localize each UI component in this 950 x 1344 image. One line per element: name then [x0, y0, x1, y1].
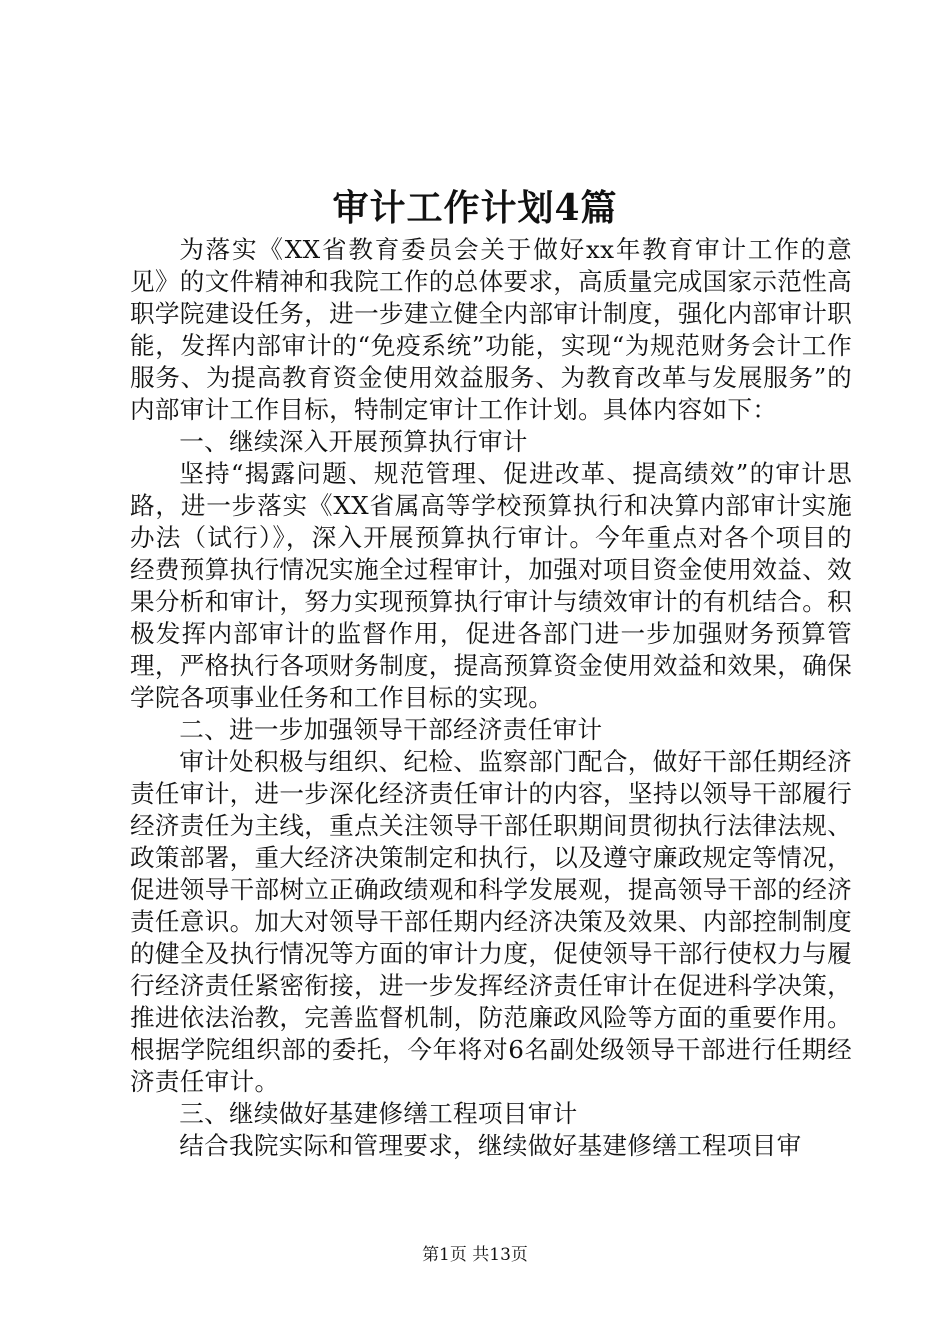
- paragraph-intro: 为落实《XX省教育委员会关于做好xx年教育审计工作的意见》的文件精神和我院工作的总体要求，高质量完成国家示范性高职学院建设任务，进一步建立健全内部审计制度，强化内部审计职能，发挥内部审计的“免疫系统”功能，实现“为规范财务会计工作服务、为提高教育资金使用效益服务、为教育改革与发展服务”的内部审计工作目标，特制定审计工作计划。具体内容如下：: [130, 235, 852, 424]
- section-heading-3: 三、继续做好基建修缮工程项目审计: [179, 1099, 578, 1128]
- paragraph-construction-audit: 结合我院实际和管理要求，继续做好基建修缮工程项目审: [179, 1131, 802, 1160]
- document-title: 审计工作计划4篇: [332, 187, 618, 229]
- paragraph-economic-responsibility: 审计处积极与组织、纪检、监察部门配合，做好干部任期经济责任审计，进一步深化经济责任审计的内容，坚持以领导干部履行经济责任为主线，重点关注领导干部任职期间贯彻执行法律法规、政策部署，重大经济决策制定和执行，以及遵守廉政规定等情况，促进领导干部树立正确政绩观和科学发展观，提高领导干部的经济责任意识。加大对领导干部任期内经济决策及效果、内部控制制度的健全及执行情况等方面的审计力度，促使领导干部行使权力与履行经济责任紧密衔接，进一步发挥经济责任审计在促进科学决策，推进依法治教，完善监督机制，防范廉政风险等方面的重要作用。根据学院组织部的委托，今年将对6名副处级领导干部进行任期经济责任审计。: [130, 747, 852, 1096]
- section-heading-1: 一、继续深入开展预算执行审计: [179, 427, 528, 456]
- section-heading-2: 二、进一步加强领导干部经济责任审计: [179, 715, 603, 744]
- document-body: [130, 234, 852, 1162]
- paragraph-budget-audit: 坚持“揭露问题、规范管理、促进改革、提高绩效”的审计思路，进一步落实《XX省属高等学校预算执行和决算内部审计实施办法（试行）》，深入开展预算执行审计。今年重点对各个项目的经费预算执行情况实施全过程审计，加强对项目资金使用效益、效果分析和审计，努力实现预算执行审计与绩效审计的有机结合。积极发挥内部审计的监督作用，促进各部门进一步加强财务预算管理，严格执行各项财务制度，提高预算资金使用效益和效果，确保学院各项事业任务和工作目标的实现。: [130, 459, 852, 712]
- page-footer: 第1页 共13页: [422, 1245, 528, 1265]
